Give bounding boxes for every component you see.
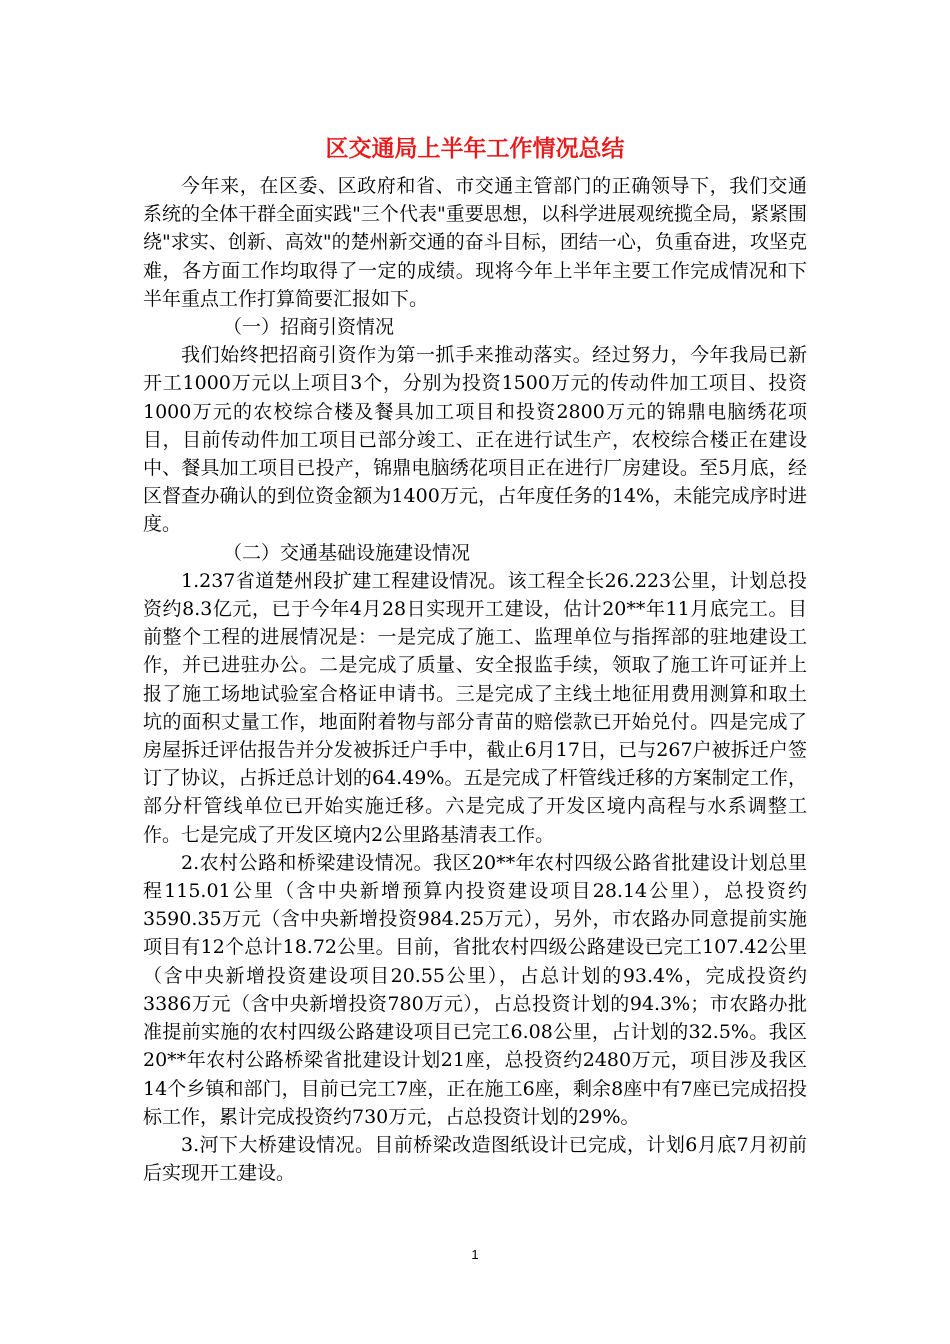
infrastructure-item-3: 3.河下大桥建设情况。目前桥梁改造图纸设计已完成，计划6月底7月初前后实现开工建设。 [143, 1133, 807, 1185]
intro-paragraph: 今年来，在区委、区政府和省、市交通主管部门的正确领导下，我们交通系统的全体干群全面实践"三个代表"重要思想，以科学进展观统揽全局，紧紧围绕"求实、创新、高效"的楚州新交通的奋斗目标，团结一心，负重奋进，攻坚克难，各方面工作均取得了一定的成绩。现将今年上半年主要工作完成情况和下半年重点工作打算简要汇报如下。 [143, 175, 807, 310]
infrastructure-item-1: 1.237省道楚州段扩建工程建设情况。该工程全长26.223公里，计划总投资约8.3亿元，已于今年4月28日实现开工建设，估计20**年11月底完工。目前整个工程的进展情况是：一是完成了施工、监理单位与指挥部的驻地建设工作，并已进驻办公。二是完成了质量、安全报监手续，领取了施工许可证并上报了施工场地试验室合格证申请书。三是完成了主线土地征用费用测算和取土坑的面积丈量工作，地面附着物与部分青苗的赔偿款已开始兑付。四是完成了房屋拆迁评估报告并分发被拆迁户手中，截止6月17日，已与267户被拆迁户签订了协议，占拆迁总计划的64.49%。五是完成了杆管线迁移的方案制定工作，部分杆管线单位已开始实施迁移。六是完成了开发区境内高程与水系调整工作。七是完成了开发区境内2公里路基清表工作。 [143, 569, 807, 846]
section-heading-infrastructure: （二）交通基础设施建设情况 [223, 541, 471, 564]
investment-paragraph: 我们始终把招商引资作为第一抓手来推动落实。经过努力，今年我局已新开工1000万元以上项目3个，分别为投资1500万元的传动件加工项目、投资1000万元的农校综合楼及餐具加工项目和投资2800万元的锦鼎电脑绣花项目，目前传动件加工项目已部分竣工、正在进行试生产，农校综合楼正在建设中、餐具加工项目已投产，锦鼎电脑绣花项目正在进行厂房建设。至5月底，经区督查办确认的到位资金额为1400万元，占年度任务的14%，未能完成序时进度。 [143, 344, 807, 536]
page-number: 1 [471, 1247, 479, 1262]
document-title: 区交通局上半年工作情况总结 [325, 136, 625, 162]
document-body [143, 172, 807, 1187]
section-heading-investment: （一）招商引资情况 [223, 316, 395, 339]
infrastructure-item-2: 2.农村公路和桥梁建设情况。我区20**年农村四级公路省批建设计划总里程115.01公里（含中央新增预算内投资建设项目28.14公里），总投资约3590.35万元（含中央新增投资984.25万元），另外，市农路办同意提前实施项目有12个总计18.72公里。目前，省批农村四级公路建设已完工107.42公里（含中央新增投资建设项目20.55公里），占总计划的93.4%，完成投资约3386万元（含中央新增投资780万元），占总投资计划的94.3%；市农路办批准提前实施的农村四级公路建设项目已完工6.08公里，占计划的32.5%。我区20**年农村公路桥梁省批建设计划21座，总投资约2480万元，项目涉及我区14个乡镇和部门，目前已完工7座，正在施工6座，剩余8座中有7座已完成招投标工作，累计完成投资约730万元，占总投资计划的29%。 [143, 851, 807, 1128]
